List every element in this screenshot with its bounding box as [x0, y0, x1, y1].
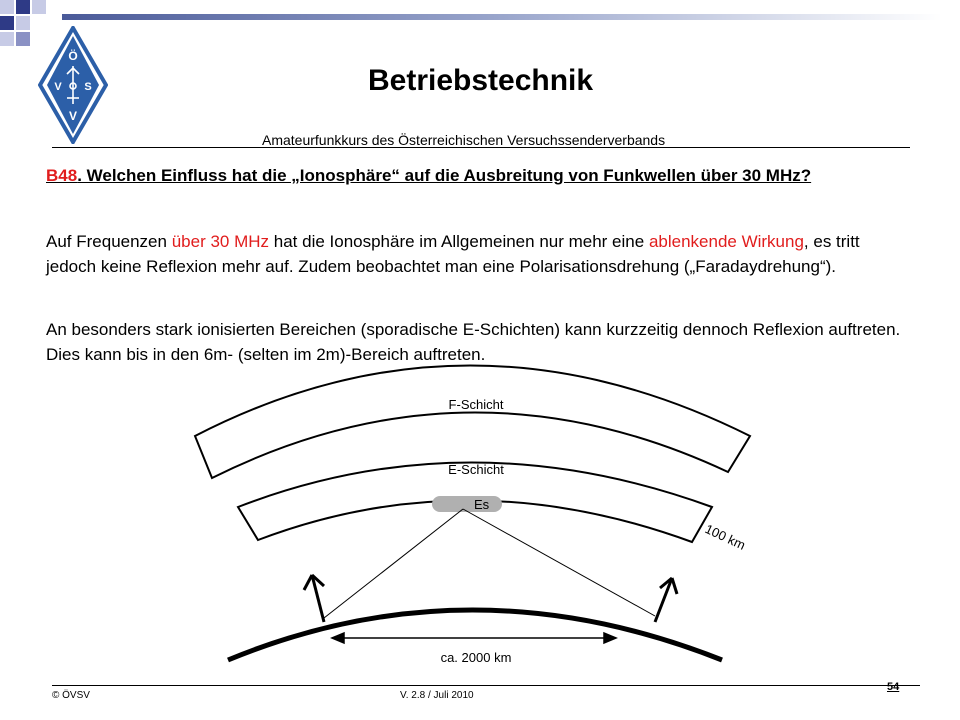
footer-divider	[52, 685, 920, 686]
page-number: 54	[887, 681, 900, 693]
ray-down	[463, 509, 655, 616]
answer-paragraph-2: An besonders stark ionisierten Bereichen (sporadische E-Schichten) kann kurzzeitig dennoch Reflexion auftreten. Dies kann bis in den 6m- (selten im 2m)-Bereich auftreten.	[46, 320, 901, 364]
question-code: B48	[46, 166, 78, 185]
highlight-frequency: über 30 MHz	[171, 232, 270, 251]
right-antenna-arrow-icon	[655, 578, 677, 622]
distance-arrow	[332, 633, 616, 643]
answer-text: hat die Ionosphäre im Allgemeinen nur mehr eine	[269, 232, 649, 251]
logo-letter-bottom: V	[68, 109, 78, 123]
page-title: Betriebstechnik	[368, 64, 594, 97]
answer-text: , es tritt jedoch keine Reflexion mehr auf. Zudem beobachtet man eine Polarisationsdrehung („Faradaydrehung“).	[46, 232, 860, 276]
logo-letter-top: Ö	[68, 49, 78, 63]
left-antenna-arrow-icon	[304, 575, 324, 622]
es-patch	[432, 496, 502, 512]
highlight-deflection: ablenkende Wirkung	[648, 232, 804, 251]
footer-version: V. 2.8 / Juli 2010	[400, 690, 474, 701]
logo-letter-left: V	[54, 81, 62, 93]
f-layer-label: F-Schicht	[448, 397, 504, 412]
ray-up	[324, 509, 463, 618]
distance-label: ca. 2000 km	[440, 650, 512, 665]
page-subtitle: Amateurfunkkurs des Österreichischen Versuchssenderverbands	[262, 132, 666, 148]
height-label: 100 km	[702, 521, 748, 553]
e-layer-label: E-Schicht	[448, 462, 504, 477]
question-text: . Welchen Einfluss hat die „Ionosphäre“ auf die Ausbreitung von Funkwellen über 30 MHz?	[77, 166, 812, 185]
logo-letter-right: S	[84, 81, 92, 93]
footer-copyright: © ÖVSV	[52, 690, 90, 701]
es-label: Es	[474, 497, 490, 512]
answer-text: Auf Frequenzen	[46, 232, 172, 251]
